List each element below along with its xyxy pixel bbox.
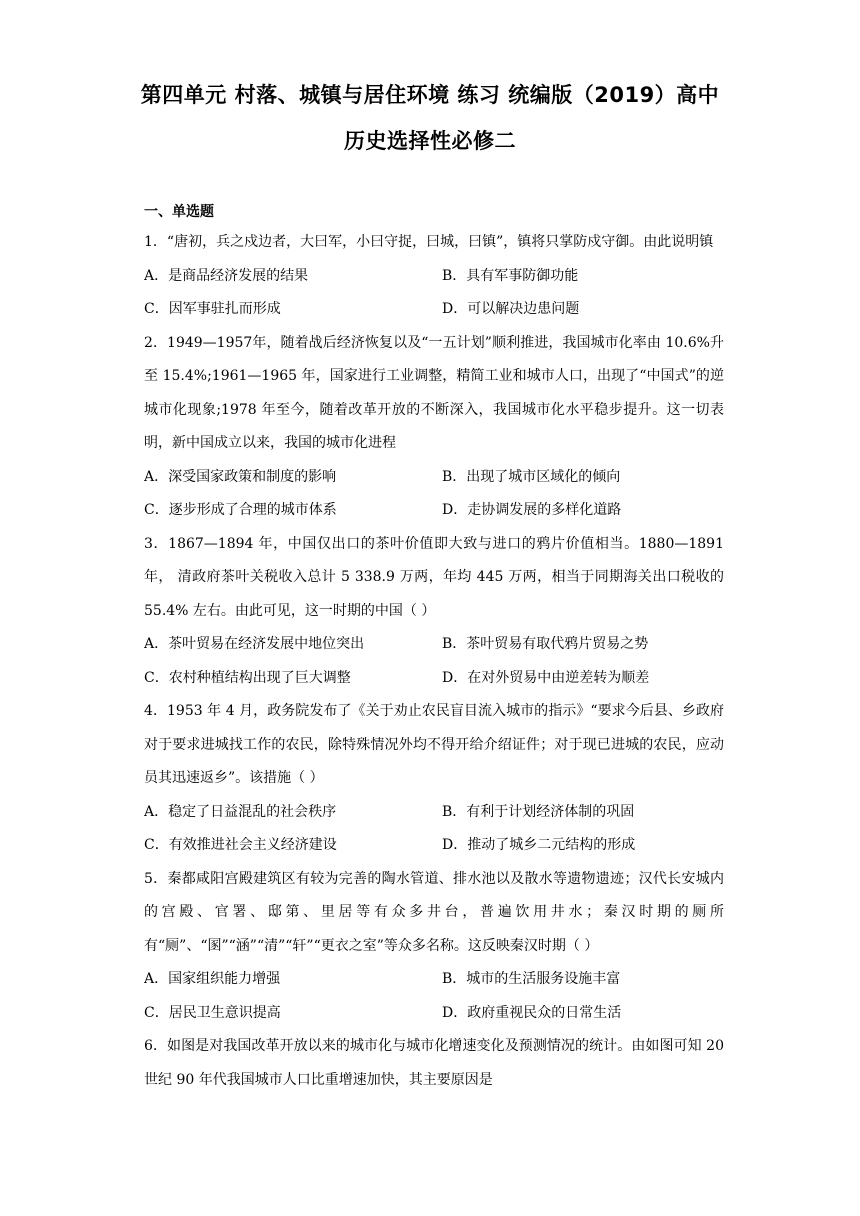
option-d: D．推动了城乡二元结构的形成 (442, 837, 636, 853)
option-b: B．有利于计划经济体制的巩固 (442, 803, 635, 820)
question-5 (144, 863, 724, 1031)
option-d: D．可以解决边患问题 (442, 301, 580, 317)
option-a: A．是商品经济发展的结果 (144, 267, 309, 284)
question-1 (144, 226, 724, 327)
section-heading: 一、单选题 (144, 204, 214, 220)
option-c: C．有效推进社会主义经济建设 (144, 837, 337, 853)
option-a: A．深受国家政策和制度的影响 (144, 468, 337, 485)
option-d: D．政府重视民众的日常生活 (442, 1004, 622, 1021)
question-list (144, 198, 724, 1097)
option-grid (144, 461, 724, 528)
option-grid (144, 963, 724, 1030)
option-a: A．国家组织能力增强 (144, 971, 281, 987)
option-d: D．在对外贸易中由逆差转为顺差 (442, 669, 650, 686)
option-c: C．居民卫生意识提高 (144, 1004, 281, 1021)
option-c: C．逐步形成了合理的城市体系 (144, 502, 337, 518)
option-d: D．走协调发展的多样化道路 (442, 502, 622, 518)
option-b: B．城市的生活服务设施丰富 (442, 971, 621, 987)
question-6 (144, 1030, 724, 1097)
option-grid (144, 260, 724, 327)
option-c: C．因军事驻扎而形成 (144, 301, 281, 317)
question-stem: 5．秦都咸阳宫殿建筑区有较为完善的陶水管道、排水池以及散水等遗物遗迹；汉代长安城内的宫殿、官署、邸第、里居等有众多井台，普遍饮用井水；秦汉时期的厕所有“厕”、“圂”“涵”“清”“轩”“更衣之室”等众多名称。这反映秦汉时期（ ） (144, 870, 724, 954)
question-3 (144, 528, 724, 696)
option-grid (144, 628, 724, 695)
option-grid (144, 796, 724, 863)
question-2 (144, 327, 724, 528)
option-a: A．茶叶贸易在经济发展中地位突出 (144, 636, 365, 652)
document-title (80, 72, 780, 164)
question-stem: 3．1867—1894 年，中国仅出口的茶叶价值即大致与进口的鸦片价值相当。1880—1891年， 清政府茶叶关税收入总计 5 338.9 万两，年均 445 万两，相当于同期海关出口税收的 55.4% 左右。由此可见，这一时期的中国（ ） (144, 535, 724, 619)
option-b: B．茶叶贸易有取代鸦片贸易之势 (442, 636, 649, 652)
title-line-2: 历史选择性必修二 (344, 129, 516, 153)
question-stem: 1．“唐初，兵之戍边者，大曰军，小曰守捉，曰城，曰镇”，镇将只掌防戍守御。由此说明镇 (144, 234, 714, 250)
question-4 (144, 695, 724, 863)
title-line-1: 第四单元 村落、城镇与居住环境 练习 统编版（2019）高中 (140, 83, 720, 107)
question-stem: 6．如图是对我国改革开放以来的城市化与城市化增速变化及预测情况的统计。由如图可知 20 世纪 90 年代我国城市人口比重增速加快，其主要原因是 (144, 1038, 724, 1088)
option-c: C．农村种植结构出现了巨大调整 (144, 669, 351, 686)
question-stem: 4．1953 年 4 月，政务院发布了《关于劝止农民盲目流入城市的指示》“要求今后县、乡政府对于要求进城找工作的农民，除特殊情况外均不得开给介绍证件；对于现已进城的农民，应动员其迅速返乡”。该措施（ ） (144, 703, 724, 786)
option-b: B．具有军事防御功能 (442, 267, 579, 284)
option-a: A．稳定了日益混乱的社会秩序 (144, 803, 337, 820)
option-b: B．出现了城市区域化的倾向 (442, 468, 621, 485)
question-stem: 2．1949—1957年，随着战后经济恢复以及“一五计划”顺利推进，我国城市化率由 10.6%升至 15.4%;1961—1965 年，国家进行工业调整，精简工业和城市人口，出现了“中国式”的逆城市化现象;1978 年至今，随着改革开放的不断深入，我国城市化水平稳步提升。这一切表明，新中国成立以来，我国的城市化进程 (144, 334, 724, 451)
